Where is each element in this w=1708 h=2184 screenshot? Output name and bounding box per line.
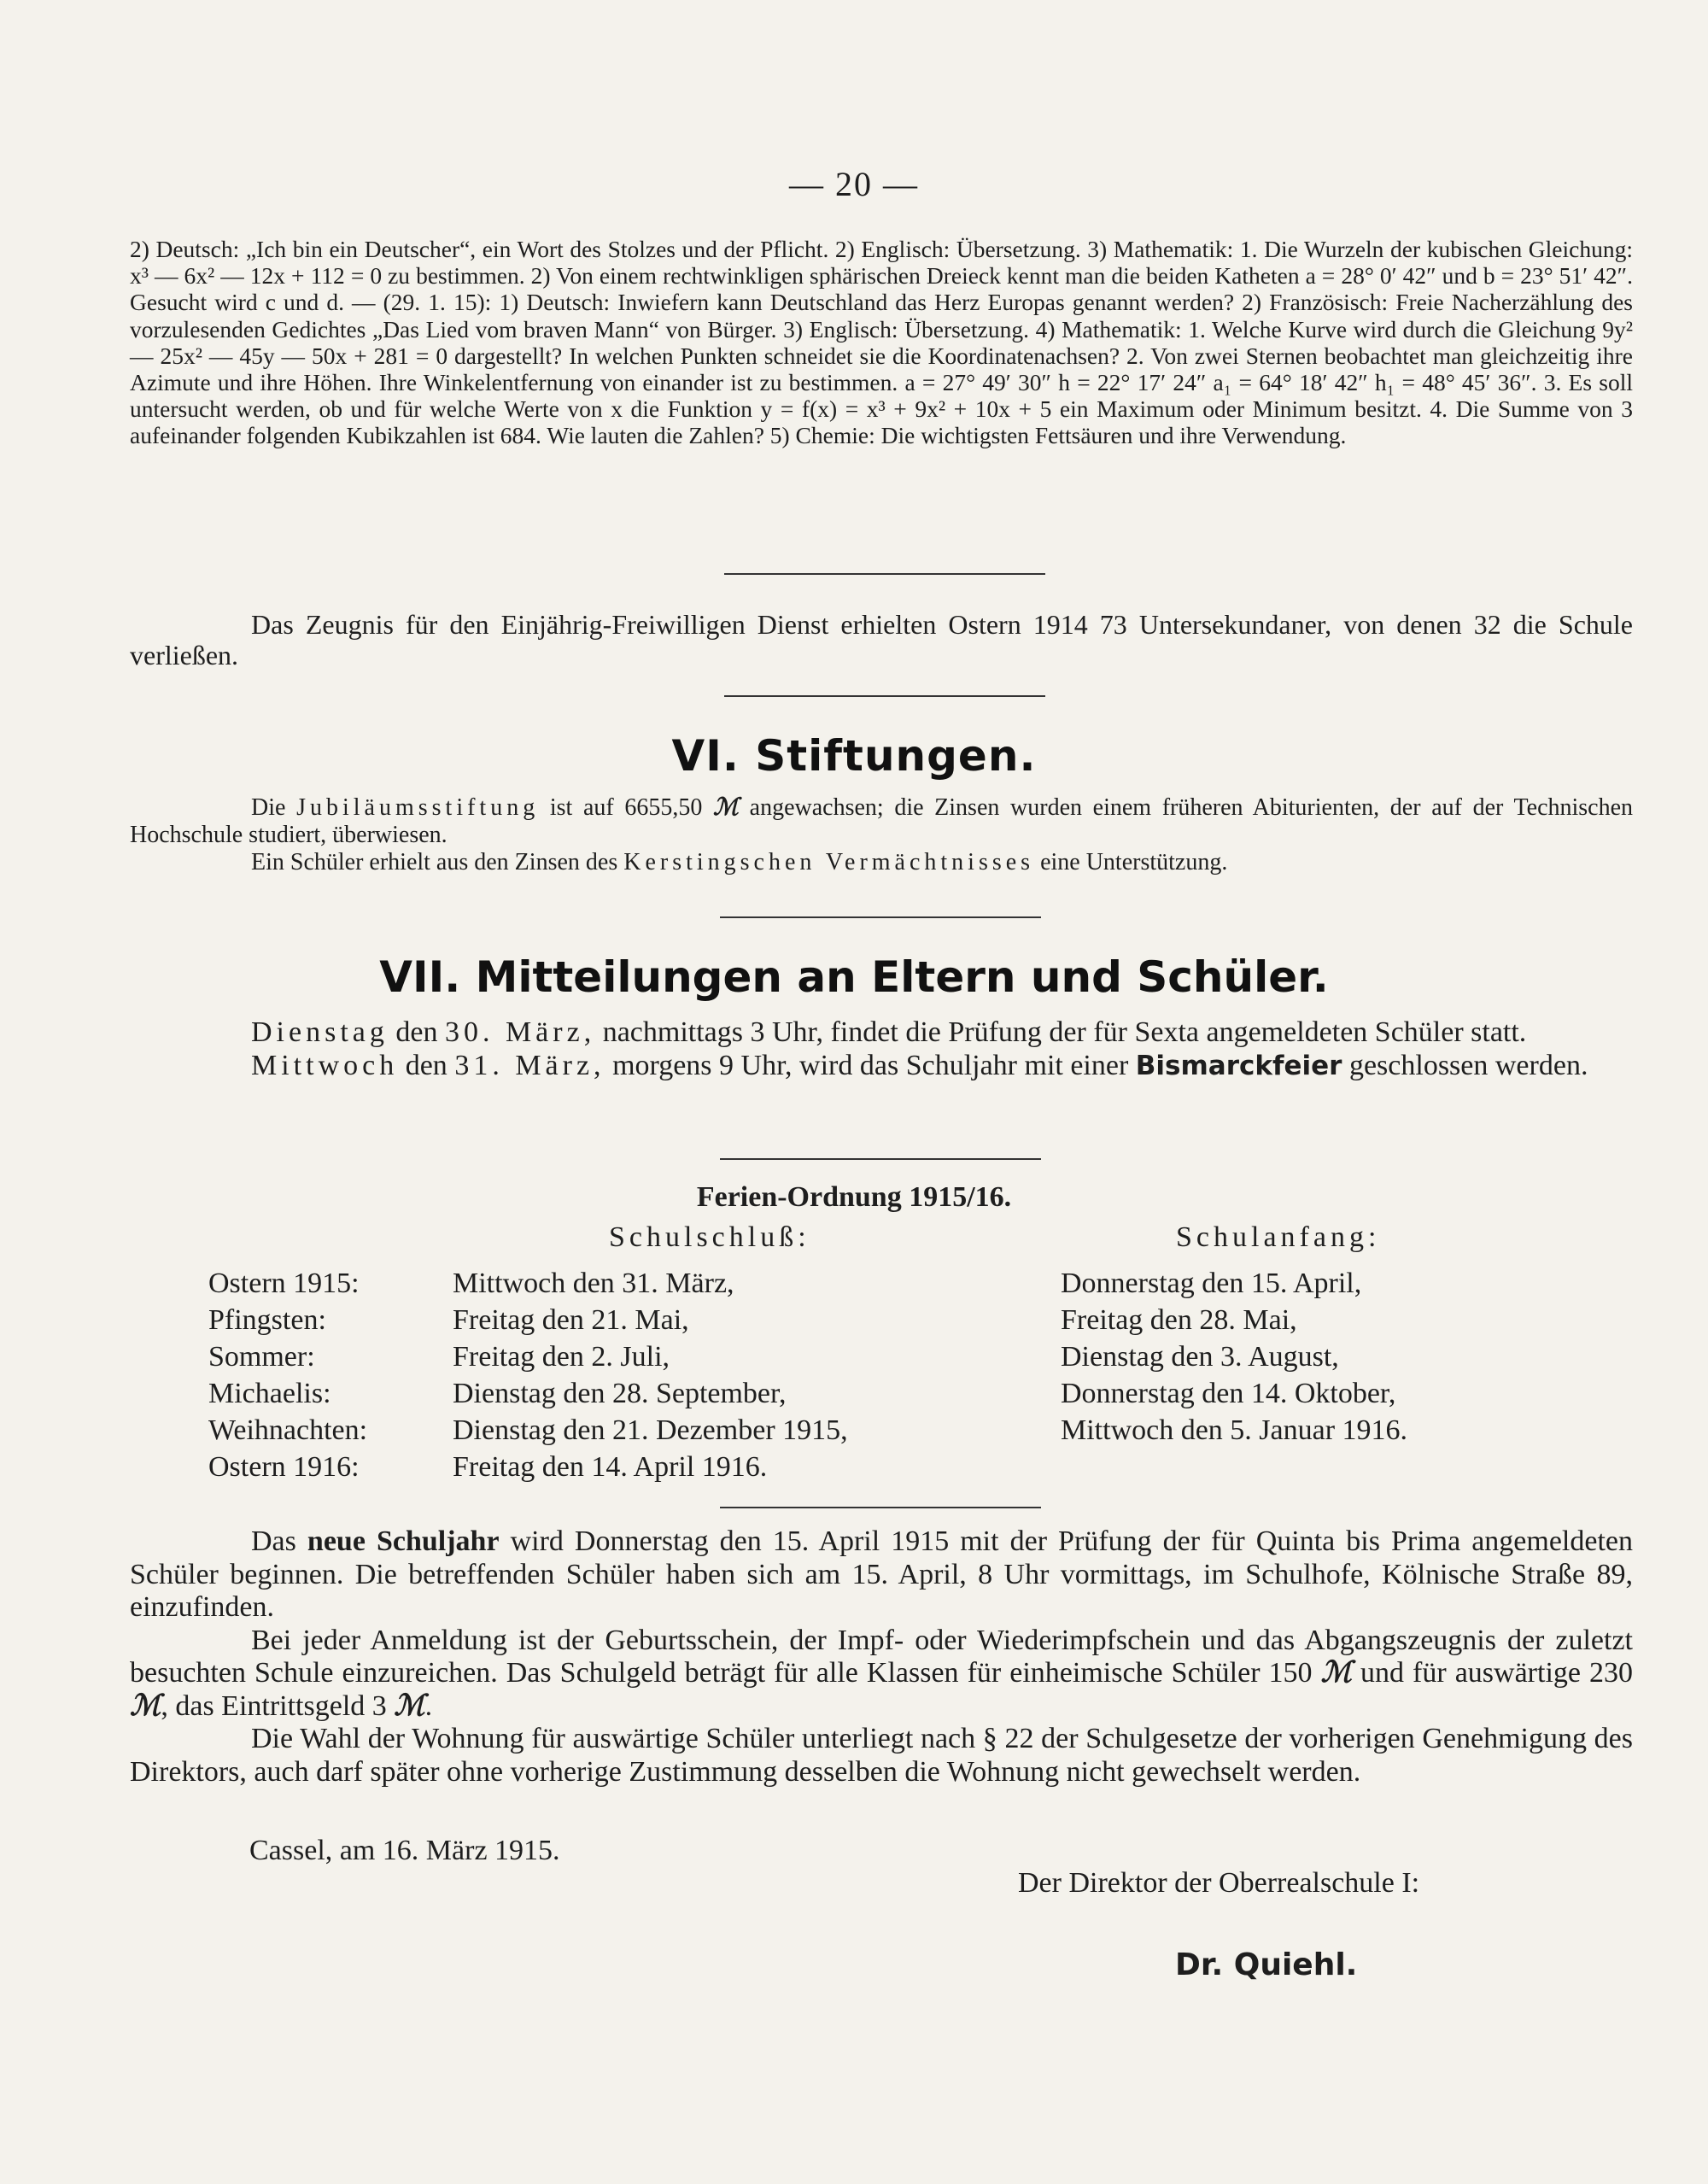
anmeldung-text: Bei jeder Anmeldung ist der Geburtsschein, der Impf- oder Wiederimpfschein und das Abgangszeugnis der zuletzt besuchten Schule einzureichen. Das Schulgeld beträgt für alle Klassen für einheimische Schüler 150 ℳ und für auswärtige 230 ℳ, das Eintrittsgeld 3 ℳ. (130, 1624, 1634, 1722)
ferien-schluss: Freitag den 2. Juli, (453, 1341, 670, 1373)
zeugnis-paragraph (130, 610, 1633, 670)
ferien-row (0, 1302, 1708, 1338)
ferien-schluss: Dienstag den 21. Dezember 1915, (453, 1414, 848, 1446)
schulschluss-text: Mittwoch den 31. März, morgens 9 Uhr, wird das Schuljahr mit einer Bismarckfeier geschlossen werden. (251, 1049, 1588, 1081)
mitteilungen-paragraph (130, 1016, 1633, 1082)
stiftungen-text-2: Ein Schüler erhielt aus den Zinsen des Kerstingschen Vermächtnisses eine Unterstützung. (251, 849, 1228, 875)
mark-symbol: ℳ (1320, 1657, 1352, 1689)
place-date: Cassel, am 16. März 1915. (249, 1835, 560, 1866)
mark-symbol: ℳ (394, 1689, 425, 1722)
wohnung-text: Die Wahl der Wohnung für auswärtige Schüler unterliegt nach § 22 der Schulgesetze der vorherigen Genehmigung des Direktors, auch darf später ohne vorherige Zustimmung desselben die Wohnung nicht gewechselt werden. (130, 1723, 1633, 1788)
ferien-row (0, 1449, 1708, 1485)
ferien-name: Pfingsten: (208, 1304, 326, 1336)
signature-name: Dr. Quiehl. (1175, 1947, 1358, 1982)
ferien-row (0, 1265, 1708, 1302)
divider (720, 916, 1041, 918)
ferien-schluss: Freitag den 14. April 1916. (453, 1451, 768, 1483)
ferien-schluss: Mittwoch den 31. März, (453, 1268, 734, 1299)
mark-symbol: ℳ (130, 1689, 161, 1722)
ferien-schluss: Freitag den 21. Mai, (453, 1304, 689, 1336)
ferien-anfang: Mittwoch den 5. Januar 1916. (1061, 1414, 1408, 1446)
zeugnis-text: Das Zeugnis für den Einjährig-Freiwilligen Dienst erhielten Ostern 1914 73 Untersekundaner, von denen 32 die Schule verließen. (130, 609, 1633, 670)
divider (720, 1507, 1041, 1508)
mark-symbol: ℳ (713, 794, 739, 821)
ferien-name: Sommer: (208, 1341, 315, 1373)
section-title-stiftungen: VI. Stiftungen. (671, 731, 1037, 781)
divider (724, 573, 1045, 575)
exam-topics-paragraph (130, 236, 1633, 449)
ferien-row (0, 1412, 1708, 1449)
ferien-name: Ostern 1916: (208, 1451, 360, 1483)
ferien-anfang: Freitag den 28. Mai, (1061, 1304, 1297, 1336)
ferien-anfang: Donnerstag den 14. Oktober, (1061, 1378, 1396, 1409)
ferien-schluss: Dienstag den 28. September, (453, 1378, 787, 1409)
divider (720, 1158, 1041, 1160)
stiftungen-text-1: Die Jubiläumsstiftung ist auf 6655,50 ℳ angewachsen; die Zinsen wurden einem früheren Abiturienten, der auf der Technischen Hochschule studiert, überwiesen. (130, 794, 1634, 848)
ferien-name: Weihnachten: (208, 1414, 368, 1446)
section-title-mitteilungen: VII. Mitteilungen an Eltern und Schüler. (379, 952, 1329, 1002)
ferien-name: Ostern 1915: (208, 1268, 360, 1299)
divider (724, 695, 1045, 697)
ferien-anfang: Donnerstag den 15. April, (1061, 1268, 1362, 1299)
ferien-row (0, 1375, 1708, 1412)
column-head-schulanfang: Schulanfang: (1176, 1221, 1381, 1253)
schuljahr-text: Das neue Schuljahr wird Donnerstag den 15. April 1915 mit der Prüfung der für Quinta bis Prima angemeldeten Schüler beginnen. Die betreffenden Schüler haben sich am 15. April, 8 Uhr vormittags, im Schulhofe, Kölnische Straße 89, einzufinden. (130, 1525, 1633, 1623)
stiftungen-paragraph (130, 794, 1633, 876)
ferien-anfang: Dienstag den 3. August, (1061, 1341, 1339, 1373)
signature-line: Der Direktor der Oberrealschule I: (1018, 1867, 1420, 1899)
ferien-row (0, 1338, 1708, 1375)
schuljahr-paragraph (130, 1525, 1633, 1789)
page-number: — 20 — (789, 165, 919, 203)
exam-topics-text: 2) Deutsch: „Ich bin ein Deutscher“, ein Wort des Stolzes und der Pflicht. 2) Englisch: Übersetzung. 3) Mathematik: 1. Die Wurzeln der kubischen Gleichung: x³ — 6x² — 12x + 112 = 0 zu bestimmen. 2) Von einem rechtwinkligen sphärischen Dreieck kennt man die beiden Katheten a = 28° 0′ 42″ und b = 23° 51′ 42″. Gesucht wird c und d. — (29. 1. 15): 1) Deutsch: Inwiefern kann Deutschland das Herz Europas genannt werden? 2) Französisch: Freie Nacherzählung des vorzulesenden Gedichtes „Das Lied vom braven Mann“ von Bürger. 3) Englisch: Übersetzung. 4) Mathematik: 1. Welche Kurve wird durch die Gleichung 9y² — 25x² — 45y — 50x + 281 = 0 dargestellt? In welchen Punkten schneidet sie die Koordinatenachsen? 2. Von zwei Sternen beobachtet man gleichzeitig ihre Azimute und ihre Höhen. Ihre Winkelentfernung von einander ist zu bestimmen. a = 27° 49′ 30″ h = 22° 17′ 24″ a₁ = 64° 18′ 42″ h₁ = 48° 45′ 36″. 3. Es soll untersucht werden, ob und für welche Werte von x die Funktion y = f(x) = x³ + 9x² + 10x + 5 ein Maximum oder Minimum besitzt. 4. Die Summe von 3 aufeinander folgenden Kubikzahlen ist 684. Wie lauten die Zahlen? 5) Chemie: Die wichtigsten Fettsäuren und ihre Verwendung. (130, 236, 1633, 449)
ferien-ordnung-title: Ferien-Ordnung 1915/16. (696, 1181, 1012, 1213)
column-head-schulschluss: Schulschluß: (609, 1221, 810, 1253)
pruefung-text: Dienstag den 30. März, nachmittags 3 Uhr, findet die Prüfung der für Sexta angemeldeten Schüler statt. (251, 1016, 1527, 1048)
ferien-name: Michaelis: (208, 1378, 331, 1409)
